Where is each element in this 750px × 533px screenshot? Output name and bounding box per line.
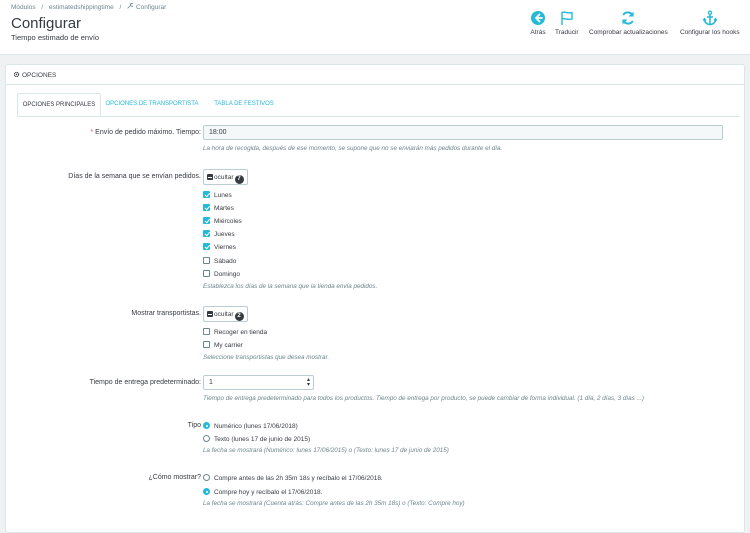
carriers-hide-label: ocultar — [214, 311, 234, 318]
configure-hooks-button[interactable] — [680, 10, 740, 36]
tab-carrier-options[interactable]: OPCIONES DE TRANSPORTISTA — [105, 101, 199, 107]
checkbox-checked-icon[interactable] — [203, 204, 210, 211]
max-time-help: La hora de recogida, después de ese momento, se supone que no se enviarán más pedidos durante el día. — [203, 145, 503, 152]
checkbox-checked-icon[interactable] — [203, 217, 210, 224]
checkbox-my-carrier[interactable]: My carrier — [203, 341, 243, 350]
radio-text[interactable]: Texto (lunes 17 de junio de 2015) — [203, 435, 310, 444]
checkbox-unchecked-icon[interactable] — [203, 270, 210, 277]
translate-button[interactable] — [555, 10, 579, 36]
flag-icon — [559, 10, 575, 26]
tabs-divider — [17, 116, 740, 117]
default-time-value: 1 — [209, 379, 213, 386]
weekdays-hide-button[interactable] — [203, 169, 248, 185]
carriers-count-badge: 2 — [235, 312, 244, 321]
breadcrumb-module[interactable]: estimatedshippingtime — [49, 4, 114, 11]
radio-countdown[interactable]: Compre antes de las 2h 35m 18s y recíbalo el 17/06/2018. — [203, 474, 383, 483]
configure-hooks-label: Configurar los hooks — [680, 29, 740, 36]
breadcrumb-separator: / — [41, 4, 44, 11]
radio-selected-icon[interactable] — [203, 488, 210, 495]
checkbox-martes[interactable]: Martes — [203, 204, 234, 213]
how-show-help: La fecha se mostrará (Cuenta atrás: Compre antes de las 2h 35m 18s) o (Texto: Compre hoy) — [203, 500, 465, 507]
breadcrumb-modules[interactable]: Módulos — [11, 4, 36, 11]
checkbox-checked-icon[interactable] — [203, 191, 210, 198]
how-show-label: ¿Cómo mostrar? — [148, 474, 201, 481]
checkbox-unchecked-icon[interactable] — [203, 341, 210, 348]
checkbox-checked-icon[interactable] — [203, 243, 210, 250]
max-time-input[interactable]: 18:00 — [203, 125, 723, 140]
radio-unselected-icon[interactable] — [203, 474, 210, 481]
breadcrumb — [11, 3, 170, 11]
radio-unselected-icon[interactable] — [203, 435, 210, 442]
panel-heading — [6, 65, 744, 85]
weekdays-label: Días de la semana que se envían pedidos. — [68, 173, 201, 180]
checkbox-viernes[interactable]: Viernes — [203, 243, 236, 252]
cogs-icon — [13, 71, 20, 78]
minus-square-icon — [207, 174, 213, 180]
checkbox-sabado[interactable]: Sábado — [203, 257, 236, 266]
options-panel — [5, 64, 745, 533]
back-button[interactable] — [530, 10, 546, 36]
breadcrumb-separator: / — [119, 4, 122, 11]
checkbox-domingo[interactable]: Domingo — [203, 270, 240, 279]
tab-main-options[interactable]: OPCIONES PRINCIPALES — [17, 93, 101, 117]
radio-selected-icon[interactable] — [203, 422, 210, 429]
checkbox-jueves[interactable]: Jueves — [203, 230, 235, 239]
checkbox-unchecked-icon[interactable] — [203, 328, 210, 335]
breadcrumb-current: Configurar — [135, 4, 167, 11]
weekdays-help: Establezca los días de la semana que la tienda envía pedidos. — [203, 283, 378, 290]
default-time-help: Tiempo de entrega predeterminado para todos los productos. Tiempo de entrega por producto, se puede cambiar de forma individual. (1 día, 2 días, 3 días ...) — [203, 395, 644, 402]
checkbox-lunes[interactable]: Lunes — [203, 191, 232, 200]
default-time-label: Tiempo de entrega predeterminado: — [89, 379, 201, 386]
panel-heading-label: OPCIONES — [22, 72, 57, 79]
carriers-hide-button[interactable] — [203, 306, 248, 322]
check-updates-label: Comprobar actualizaciones — [589, 29, 668, 36]
required-marker: * — [90, 129, 94, 136]
tab-holidays-table[interactable]: TABLA DE FESTIVOS — [214, 101, 274, 107]
type-help: La fecha se mostrará (Numérico: lunes 17/06/2015) o (Texto: lunes 17 de junio de 2015) — [203, 447, 449, 454]
back-label: Atrás — [530, 29, 546, 36]
select-arrows-icon: ▴ ▾ — [306, 377, 310, 388]
weekdays-hide-label: ocultar — [214, 174, 234, 181]
anchor-icon — [702, 10, 718, 26]
weekdays-count-badge: 7 — [235, 175, 244, 184]
checkbox-miercoles[interactable]: Miércoles — [203, 217, 242, 226]
check-updates-button[interactable] — [589, 10, 668, 36]
radio-numeric[interactable]: Numérico (lunes 17/06/2018) — [203, 422, 298, 431]
page-title: Configurar — [11, 15, 82, 32]
type-label: Tipo — [187, 422, 201, 429]
translate-label: Traducir — [555, 29, 579, 36]
radio-buy-today[interactable]: Compre hoy y recíbalo el 17/06/2018. — [203, 488, 322, 497]
page-header — [0, 0, 750, 55]
wrench-icon — [127, 4, 135, 11]
page-subtitle: Tiempo estimado de envío — [11, 33, 100, 42]
refresh-icon — [620, 10, 636, 26]
default-time-select[interactable] — [203, 375, 314, 390]
carriers-label: Mostrar transportistas. — [131, 310, 201, 317]
carriers-help: Seleccione transportistas que desea mostrar. — [203, 354, 330, 361]
arrow-left-circle-icon — [530, 10, 546, 26]
checkbox-unchecked-icon[interactable] — [203, 257, 210, 264]
checkbox-checked-icon[interactable] — [203, 230, 210, 237]
checkbox-recoger-en-tienda[interactable]: Recoger en tienda — [203, 328, 267, 337]
minus-square-icon — [207, 311, 213, 317]
max-time-label: * Envío de pedido máximo. Tiempo: — [90, 129, 201, 136]
